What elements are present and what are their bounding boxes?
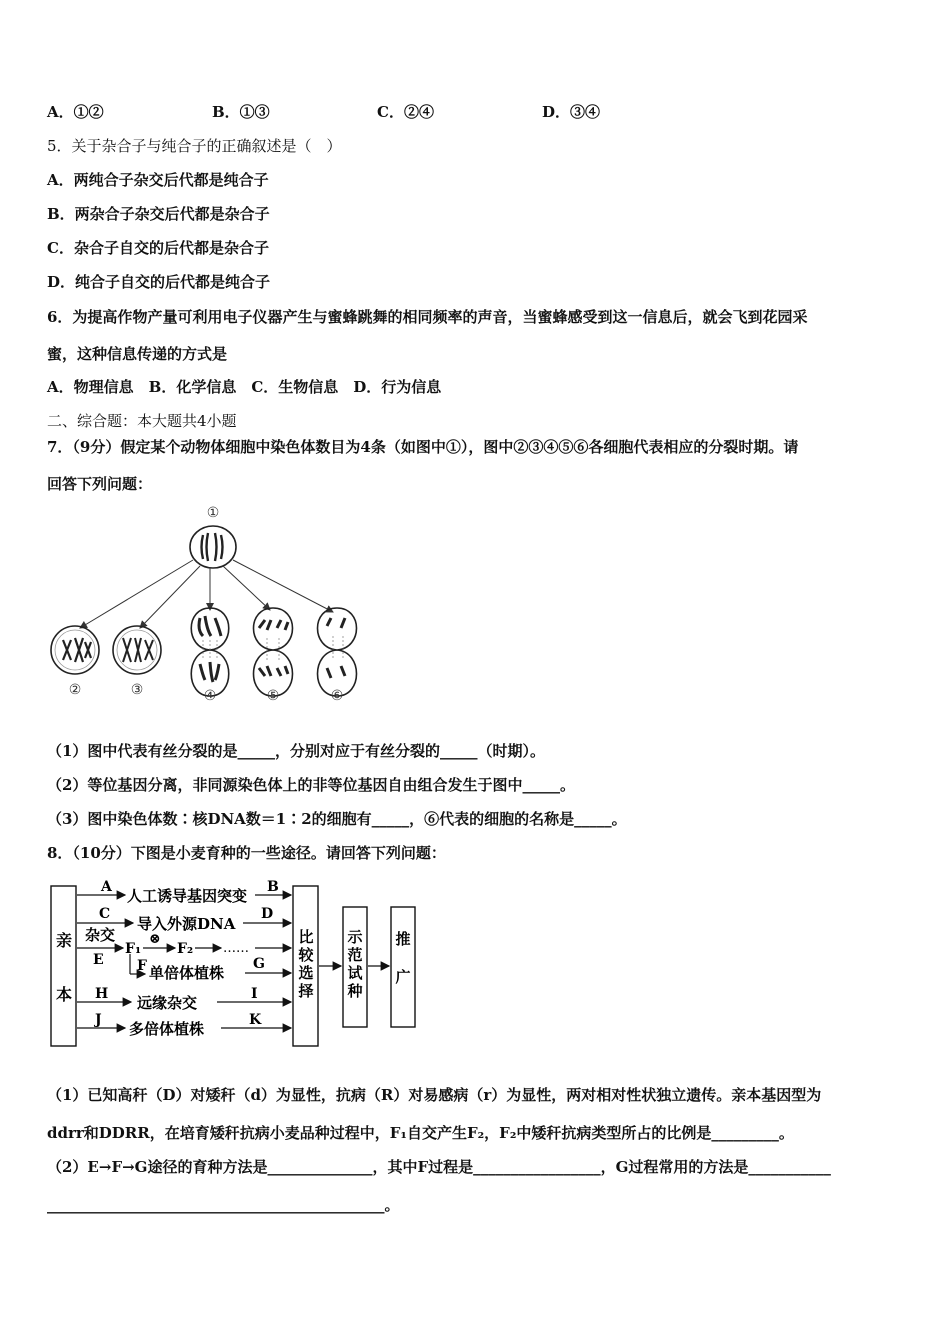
q7-sub1: （1）图中代表有丝分裂的是_____，分别对应于有丝分裂的_____（时期）。 [47, 742, 545, 760]
figure-label-6: ⑥ [330, 688, 344, 704]
box1-char-4: 择 [298, 982, 314, 1000]
box1-char-1: 比 [298, 928, 314, 946]
figure-label-3: ③ [130, 682, 144, 698]
q8-sub1-line1: （1）已知高秆（D）对矮秆（d）为显性，抗病（R）对易感病（r）为显性，两对相对性状独立遗传。亲本基因型为 [47, 1086, 822, 1104]
breeding-diagram [45, 874, 425, 1054]
row-label-1: 人工诱导基因突变 [127, 887, 248, 905]
row-label-6: 多倍体植株 [129, 1020, 205, 1038]
letter-h: H [95, 986, 109, 1002]
q8-sub1-line2: ddrr和DDRR，在培育矮秆抗病小麦品种过程中，F₁自交产生F₂，F₂中矮秆抗病类型所占的比例是_________。 [47, 1124, 794, 1142]
box3-char-2: 广 [395, 968, 411, 986]
q5-option-d: D．纯合子自交的后代都是纯合子 [47, 273, 271, 291]
q5-stem: 5．关于杂合子与纯合子的正确叙述是（ ） [47, 137, 342, 155]
q6-stem-line1: 6．为提高作物产量可利用电子仪器产生与蜜蜂跳舞的相同频率的声音，当蜜蜂感受到这一信息后，就会飞到花园采 [47, 308, 808, 326]
ellipsis: …… [223, 941, 249, 956]
cell-3 [113, 626, 161, 674]
f2-label: F₂ [177, 941, 194, 957]
cell-5 [254, 608, 293, 696]
q4-option-a: A．①② [47, 103, 104, 121]
letter-i: I [251, 986, 258, 1002]
box1-char-2: 较 [298, 946, 314, 964]
cell-6 [318, 608, 357, 696]
q5-option-c: C．杂合子自交的后代都是杂合子 [47, 239, 269, 257]
cell-1 [190, 526, 236, 568]
box2-char-4: 种 [347, 982, 363, 1000]
q7-stem-line1: 7．（9分）假定某个动物体细胞中染色体数目为4条（如图中①），图中②③④⑤⑥各细胞代表相应的分裂时期。请 [47, 438, 799, 456]
row-label-3: 杂交 [85, 926, 116, 944]
letter-e: E [93, 952, 104, 968]
parent-label-1: 亲 [55, 931, 73, 950]
q8-sub2-line2: _____________________________________________。 [47, 1196, 400, 1214]
q5-option-b: B．两杂合子杂交后代都是杂合子 [47, 205, 270, 223]
q4-option-d: D．③④ [542, 103, 601, 121]
letter-c: C [99, 906, 111, 922]
self-symbol: ⊗ [149, 931, 161, 947]
cell-4 [191, 608, 229, 696]
q4-option-c: C．②④ [377, 103, 434, 121]
section-heading: 二、综合题：本大题共4小题 [47, 412, 237, 430]
figure-label-1: ① [206, 505, 220, 521]
q7-sub2: （2）等位基因分离，非同源染色体上的非等位基因自由组合发生于图中_____。 [47, 776, 575, 794]
q7-sub3: （3）图中染色体数∶核DNA数＝1∶2的细胞有_____，⑥代表的细胞的名称是_____。 [47, 810, 627, 828]
letter-g: G [253, 956, 265, 972]
letter-d: D [261, 906, 274, 922]
box2-char-3: 试 [347, 964, 363, 982]
letter-b: B [267, 879, 279, 895]
figure-label-4: ④ [203, 688, 217, 704]
q8-stem: 8．（10分）下图是小麦育种的一些途径。请回答下列问题： [47, 844, 446, 862]
row-label-2: 导入外源DNA [137, 915, 236, 933]
q4-option-b: B．①③ [212, 103, 270, 121]
box2-char-1: 示 [347, 928, 363, 946]
row-label-4: 单倍体植株 [149, 964, 225, 982]
f1-label: F₁ [125, 941, 142, 957]
letter-a: A [101, 879, 112, 895]
row-label-5: 远缘杂交 [137, 994, 198, 1012]
box2-char-2: 范 [347, 946, 363, 964]
q8-sub2-line1: （2）E→F→G途径的育种方法是______________，其中F过程是_________________，G过程常用的方法是___________ [47, 1158, 831, 1176]
letter-k: K [249, 1012, 262, 1028]
q6-stem-line2: 蜜，这种信息传递的方式是 [47, 345, 228, 363]
letter-j: J [95, 1012, 102, 1028]
q7-stem-line2: 回答下列问题： [47, 475, 153, 493]
letter-f: F [137, 958, 147, 974]
cell-division-figure [45, 500, 375, 705]
box3-char-1: 推 [395, 930, 411, 948]
box1-char-3: 选 [298, 964, 314, 982]
figure-label-2: ② [68, 682, 82, 698]
figure-label-5: ⑤ [266, 688, 280, 704]
q5-option-a: A．两纯合子杂交后代都是纯合子 [47, 171, 269, 189]
cell-2 [51, 626, 99, 674]
q6-options: A．物理信息 B．化学信息 C．生物信息 D．行为信息 [47, 378, 442, 396]
parent-label-2: 本 [55, 985, 73, 1004]
